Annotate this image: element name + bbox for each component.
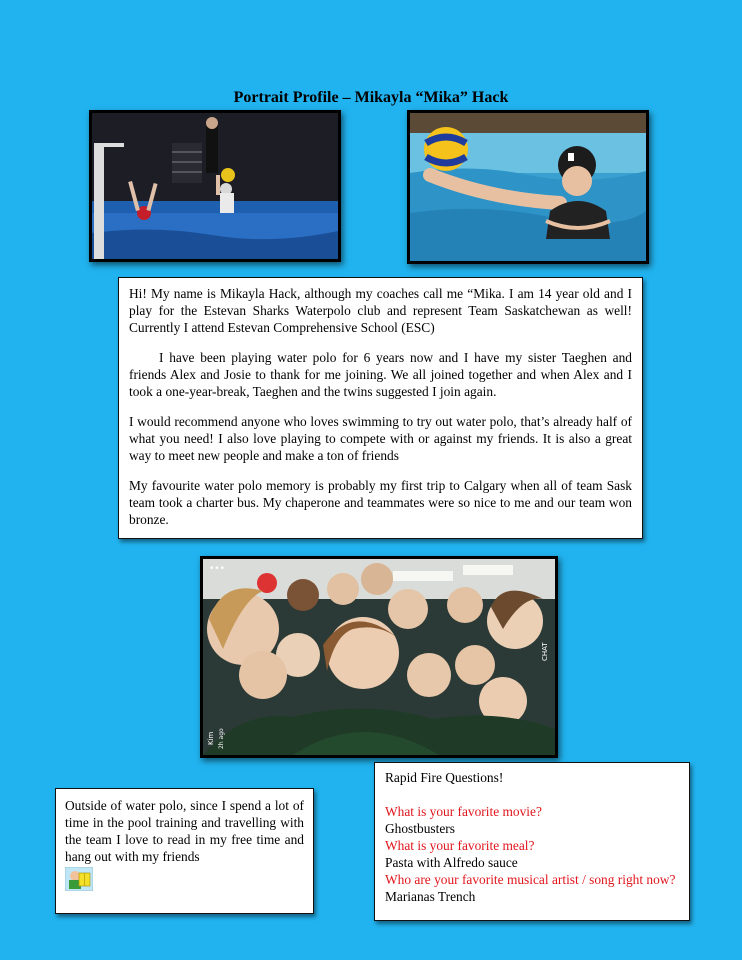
answer-music: Marianas Trench — [385, 889, 476, 904]
selfie-dots: ••• — [209, 564, 225, 574]
team-selfie-photo — [200, 556, 558, 758]
reading-clipart-icon — [65, 867, 93, 895]
rapid-fire-box — [374, 762, 690, 921]
selfie-chat: CHAT — [541, 642, 549, 661]
bio-paragraph-recommend: I would recommend anyone who loves swimming to try out water polo, that’s already half of what you need! I also love playing to compete with or against my friends. It is also a great way to meet new people and make a ton of friends — [129, 414, 632, 463]
question-music: Who are your favorite musical artist / song right now? — [385, 872, 676, 887]
question-meal: What is your favorite meal? — [385, 838, 535, 853]
bio-paragraph-memory: My favourite water polo memory is probably my first trip to Calgary when all of team Sask team took a charter bus. My chaperone and teammates were so nice to me and our team won bronze. — [129, 478, 632, 527]
bio-paragraph-history: I have been playing water polo for 6 years now and I have my sister Taeghen and friends Alex and Josie to thank for me joining. We all joined together and when Alex and I took a one-year-break, Taeghen and the twins suggested I join again. — [129, 350, 632, 399]
rapid-fire-heading: Rapid Fire Questions! — [385, 770, 504, 785]
bio-paragraph-intro: Hi! My name is Mikayla Hack, although my coaches call me “Mika. I am 14 year old and I play for the Estevan Sharks Waterpolo club and represent Team Saskatchewan as well! Currently I attend Estevan Comprehensive School (ESC) — [129, 286, 632, 335]
waterpolo-player-throwing-photo — [407, 110, 649, 264]
answer-movie: Ghostbusters — [385, 821, 455, 836]
waterpolo-goal-action-photo — [89, 110, 341, 262]
selfie-time: 2h ago — [218, 728, 225, 749]
selfie-name: Kim — [207, 731, 215, 745]
outside-text: Outside of water polo, since I spend a lot of time in the pool training and travelling with the team I love to read in my free time and hang out with my friends — [65, 798, 304, 864]
answer-meal: Pasta with Alfredo sauce — [385, 855, 518, 870]
outside-box — [55, 788, 314, 914]
question-movie: What is your favorite movie? — [385, 804, 542, 819]
page-title: Portrait Profile – Mikayla “Mika” Hack — [233, 89, 509, 106]
bio-box — [118, 277, 643, 539]
